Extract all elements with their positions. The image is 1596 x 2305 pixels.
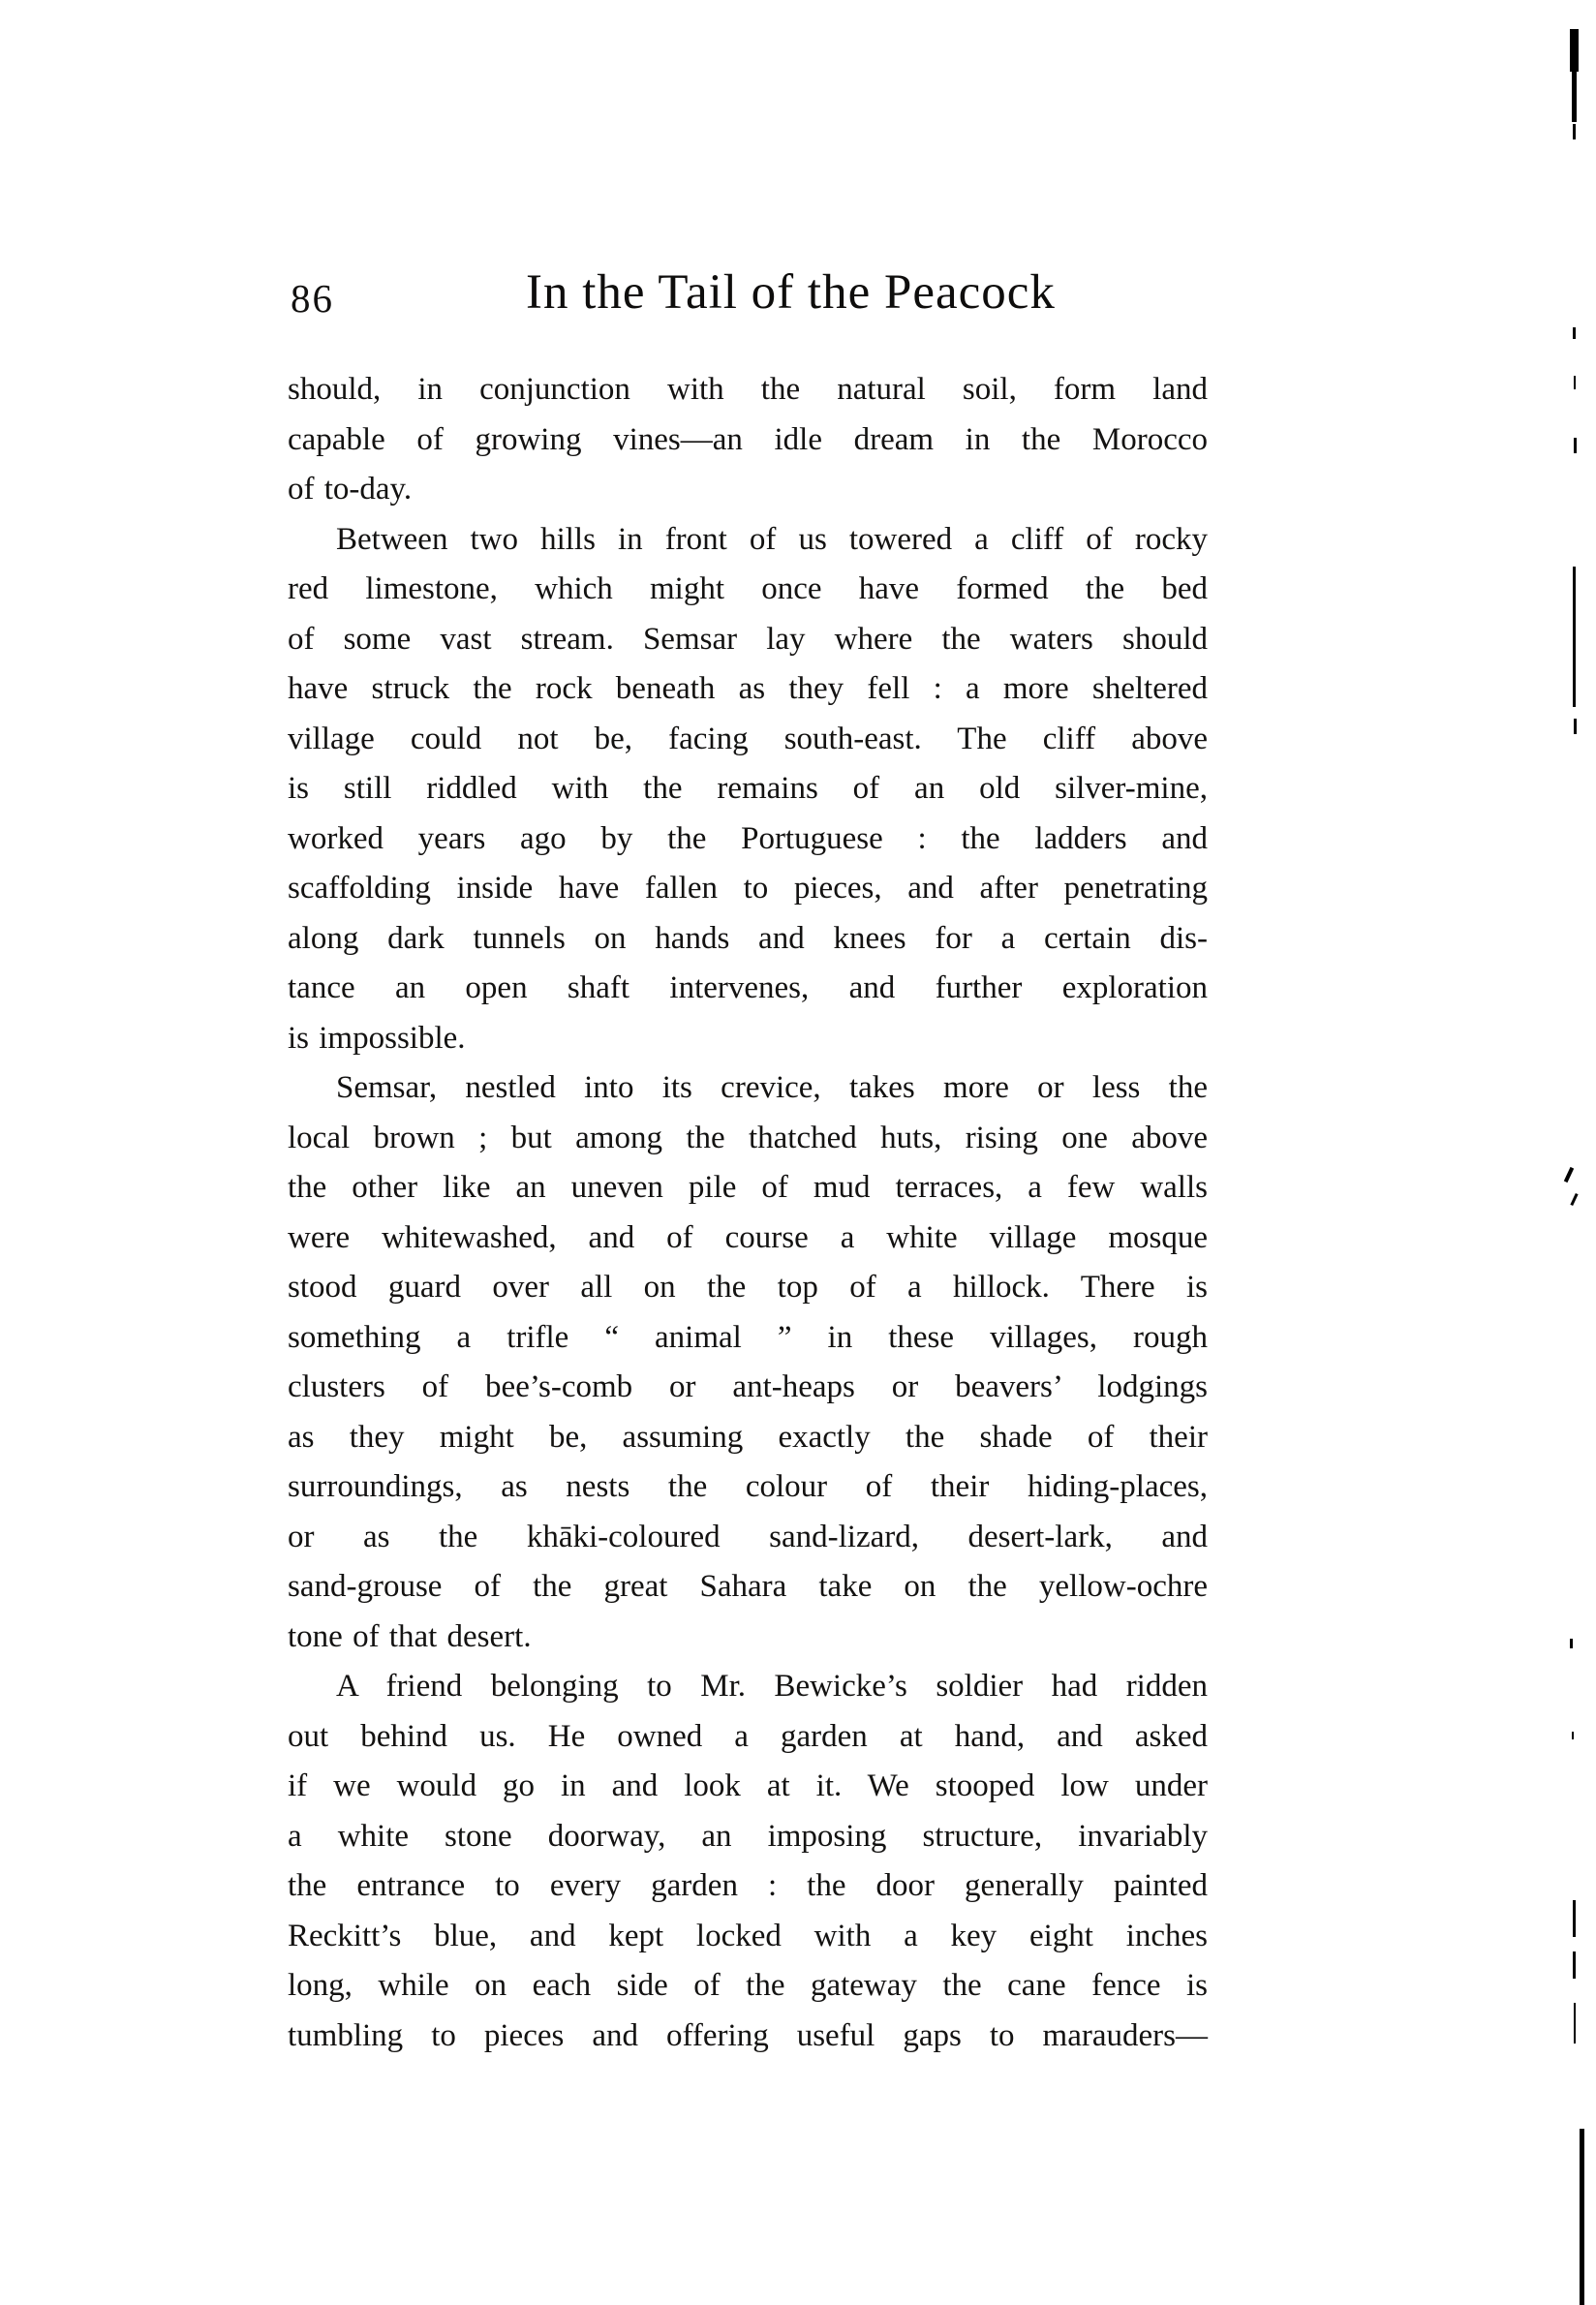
text-line: as they might be, assuming exactly the shade of their [288, 1419, 1208, 1455]
scan-artifact-line [1573, 567, 1576, 707]
text-line: of some vast stream. Semsar lay where the waters should [288, 621, 1208, 657]
text-line: capable of growing vines—an idle dream in the Morocco [288, 421, 1208, 457]
scan-artifact-gutter-bottom [1573, 1900, 1576, 1937]
paragraph [288, 515, 1208, 1064]
text-line: long, while on each side of the gateway the cane fence is [288, 1968, 1208, 2003]
body-text [288, 365, 1208, 2061]
text-line: tone of that desert. [288, 1618, 532, 1654]
text-line: tumbling to pieces and offering useful gaps to marauders— [288, 2017, 1208, 2053]
text-line: if we would go in and look at it. We stooped low under [288, 1768, 1208, 1803]
text-line: the entrance to every garden : the door generally painted [288, 1868, 1208, 1903]
text-line: sand-grouse of the great Sahara take on the yellow-ochre [288, 1569, 1208, 1604]
page-number: 86 [291, 276, 334, 321]
paragraph [288, 1063, 1208, 1662]
text-line: village could not be, facing south-east. The cliff above [288, 721, 1208, 756]
scan-artifact-gutter-top [1573, 124, 1576, 139]
text-line: the other like an uneven pile of mud terraces, a few walls [288, 1170, 1208, 1205]
text-line: should, in conjunction with the natural soil, form land [288, 372, 1208, 407]
text-line: of to-day. [288, 472, 413, 507]
running-title: In the Tail of the Peacock [526, 265, 1056, 320]
text-line: A friend belonging to Mr. Bewicke’s soldier had ridden [336, 1669, 1208, 1704]
text-line: out behind us. He owned a garden at hand, and asked [288, 1718, 1208, 1754]
scan-artifact-gutter-bottom [1574, 2003, 1576, 2044]
scan-artifact-gutter-top [1572, 68, 1577, 122]
text-line: something a trifle “ animal ” in these villages, rough [288, 1319, 1208, 1355]
text-line: Semsar, nestled into its crevice, takes more or less the [336, 1070, 1208, 1105]
scan-artifact-speck [1574, 438, 1577, 453]
text-line: red limestone, which might once have formed the bed [288, 571, 1208, 606]
scan-artifact-speck [1570, 1639, 1573, 1648]
text-line: tance an open shaft intervenes, and further exploration [288, 970, 1208, 1005]
scan-artifact-tick [1564, 1167, 1574, 1183]
scan-artifact-speck [1574, 376, 1576, 389]
scan-artifact-gutter-top [1570, 29, 1579, 72]
scan-artifact-tick [1570, 1193, 1578, 1206]
scan-artifact-gutter-bottom [1580, 2129, 1584, 2305]
text-line: surroundings, as nests the colour of their hiding-places, [288, 1469, 1208, 1504]
text-line: a white stone doorway, an imposing structure, invariably [288, 1818, 1208, 1854]
scan-artifact-speck [1573, 327, 1576, 339]
text-line: stood guard over all on the top of a hillock. There is [288, 1270, 1208, 1305]
scan-artifact-gutter-bottom [1573, 1952, 1576, 1979]
text-line: or as the khāki-coloured sand-lizard, desert-lark, and [288, 1519, 1208, 1554]
text-line: scaffolding inside have fallen to pieces, and after penetrating [288, 871, 1208, 906]
text-line: is impossible. [288, 1020, 466, 1056]
text-line: have struck the rock beneath as they fell : a more sheltered [288, 671, 1208, 706]
text-line: clusters of bee’s-comb or ant-heaps or beavers’ lodgings [288, 1369, 1208, 1404]
text-line: is still riddled with the remains of an old silver-mine, [288, 771, 1208, 806]
scan-artifact-speck [1572, 1732, 1574, 1739]
text-line: Between two hills in front of us towered a cliff of rocky [336, 521, 1208, 557]
scan-artifact-speck [1574, 719, 1577, 734]
text-line: were whitewashed, and of course a white village mosque [288, 1219, 1208, 1255]
text-line: Reckitt’s blue, and kept locked with a key eight inches [288, 1918, 1208, 1953]
text-line: along dark tunnels on hands and knees for a certain dis- [288, 920, 1208, 956]
text-line: worked years ago by the Portuguese : the ladders and [288, 820, 1208, 856]
text-line: local brown ; but among the thatched huts, rising one above [288, 1120, 1208, 1155]
paragraph [288, 365, 1208, 515]
paragraph [288, 1662, 1208, 2061]
